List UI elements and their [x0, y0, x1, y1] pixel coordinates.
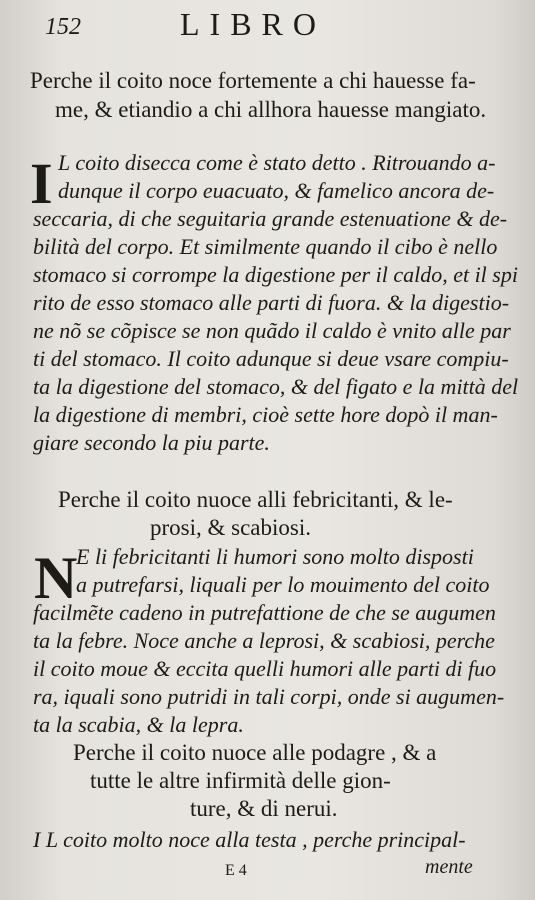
section1-body-line: la digestione di membri, cioè sette hore dopò il man- [33, 402, 498, 427]
section2-heading-line: Perche il coito nuoce alli febricitanti, & le- [58, 487, 453, 512]
drop-cap-initial: I [30, 151, 53, 216]
section3-heading-line: tutte le altre infirmità delle gion- [90, 768, 391, 793]
section1-body-line: stomaco si corrompe la digestione per il caldo, et il spi [33, 262, 518, 287]
section3-body-line: I L coito molto noce alla testa , perche principal- [33, 827, 466, 852]
section2-body-line: E li febricitanti li humori sono molto disposti [76, 544, 474, 569]
section2-heading-line: prosi, & scabiosi. [150, 515, 311, 540]
catchword: mente [425, 856, 473, 878]
section1-heading-line: me, & etiandio a chi allhora hauesse mangiato. [55, 97, 487, 122]
page-number: 152 [45, 14, 81, 40]
section1-body-line: ti del stomaco. Il coito adunque si deue vsare compiu- [33, 346, 509, 371]
section2-body-line: il coito moue & eccita quelli humori alle parti di fuo [33, 656, 497, 681]
section2-body-line: ta la scabia, & la lepra. [33, 712, 244, 737]
running-title: LIBRO [180, 6, 326, 42]
section1-heading-line: Perche il coito noce fortemente a chi hauesse fa- [30, 68, 476, 93]
section1-body-line: seccaria, di che seguitaria grande estenuatione & de- [33, 206, 508, 231]
section1-body-line: rito de esso stomaco alle parti di fuora. & la digestio- [33, 290, 510, 315]
section2-body-line: facilmẽte cadeno in putrefattione de che se augumen [33, 600, 496, 625]
section1-body-line: ne nõ se cõpisce se non quãdo il caldo è vnito alle par [33, 318, 511, 343]
section1-body-line: dunque il corpo euacuato, & famelico ancora de- [58, 178, 495, 203]
section1-body-line: ta la digestione del stomaco, & del figato e la mittà del [33, 374, 519, 399]
signature-mark: E 4 [225, 862, 247, 879]
section3-heading-line: Perche il coito nuoce alle podagre , & a [73, 740, 437, 765]
drop-cap-initial: N [34, 545, 78, 611]
section2-body-line: a putrefarsi, liquali per lo mouimento del coito [76, 572, 490, 597]
section1-body-line: bilità del corpo. Et similmente quando il cibo è nello [33, 234, 498, 259]
section2-body-line: ra, iquali sono putridi in tali corpi, onde si augumen- [33, 684, 505, 709]
section1-body-line: giare secondo la piu parte. [33, 430, 270, 455]
section2-body-line: ta la febre. Noce anche a leprosi, & scabiosi, perche [33, 628, 495, 653]
section3-heading-line: ture, & di nerui. [190, 796, 338, 821]
section1-body-line: L coito disecca come è stato detto . Ritrouando a- [58, 150, 496, 175]
